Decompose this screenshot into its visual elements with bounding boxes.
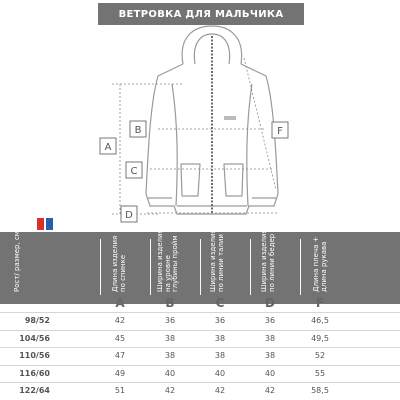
table-row bbox=[0, 365, 400, 383]
svg-text:D: D bbox=[125, 210, 133, 221]
column-header-c: Ширина изделия по линии талии bbox=[209, 229, 225, 292]
table-body bbox=[0, 312, 400, 400]
size-cell: 104/56 bbox=[19, 333, 50, 343]
value-cell-f: 46,5 bbox=[311, 316, 329, 325]
label-d-marker bbox=[121, 206, 137, 222]
column-letter-f: F bbox=[315, 296, 325, 310]
value-cell-f: 55 bbox=[314, 368, 326, 378]
value-cell-c: 38 bbox=[214, 351, 226, 360]
value-cell-d: 36 bbox=[264, 316, 276, 325]
column-header-d: Ширина изделия по линии бедер bbox=[260, 229, 276, 292]
page-title: ВЕТРОВКА ДЛЯ МАЛЬЧИКА bbox=[98, 3, 304, 25]
size-cell: 122/64 bbox=[19, 386, 50, 395]
value-cell-c: 42 bbox=[214, 386, 226, 395]
value-cell-b: 42 bbox=[164, 386, 176, 395]
value-cell-d: 38 bbox=[264, 333, 276, 343]
svg-text:A: A bbox=[104, 142, 112, 153]
size-cell: 116/60 bbox=[19, 368, 50, 378]
label-a-marker bbox=[100, 138, 116, 154]
column-letter-b: B bbox=[165, 296, 175, 310]
size-column-header: Рост/ размер, см bbox=[13, 230, 21, 292]
column-header-b: Ширина изделия на уровне глубины пройм bbox=[156, 229, 180, 292]
column-divider bbox=[100, 239, 101, 295]
table-row bbox=[0, 330, 400, 348]
value-cell-a: 45 bbox=[114, 333, 126, 343]
value-cell-d: 38 bbox=[264, 351, 276, 360]
label-f-marker bbox=[272, 122, 288, 138]
value-cell-c: 40 bbox=[214, 368, 226, 378]
column-letter-c: C bbox=[215, 296, 225, 310]
column-divider bbox=[250, 239, 251, 295]
column-letters bbox=[0, 296, 400, 310]
value-cell-f: 49,5 bbox=[311, 333, 329, 343]
svg-text:B: B bbox=[134, 125, 142, 136]
size-cell: 110/56 bbox=[19, 351, 50, 360]
size-table bbox=[0, 229, 400, 400]
column-header-a: Длина изделия по спинке bbox=[111, 235, 127, 292]
value-cell-b: 38 bbox=[164, 333, 176, 343]
value-cell-b: 38 bbox=[164, 351, 176, 360]
column-letter-d: D bbox=[265, 296, 275, 310]
brand-logo-icon bbox=[37, 218, 53, 230]
value-cell-a: 47 bbox=[114, 351, 126, 360]
column-divider bbox=[200, 239, 201, 295]
value-cell-a: 51 bbox=[114, 386, 126, 395]
value-cell-b: 36 bbox=[164, 316, 176, 325]
label-c-marker bbox=[126, 162, 142, 178]
column-header-f: Длина плеча + длина рукава bbox=[312, 236, 328, 292]
column-letter-a: A bbox=[115, 296, 125, 310]
column-divider bbox=[300, 239, 301, 295]
table-row bbox=[0, 347, 400, 365]
jacket-diagram bbox=[0, 24, 400, 234]
value-cell-a: 42 bbox=[114, 316, 126, 325]
value-cell-d: 42 bbox=[264, 386, 276, 395]
label-b-marker bbox=[130, 121, 146, 137]
column-divider bbox=[150, 239, 151, 295]
value-cell-c: 36 bbox=[214, 316, 226, 325]
value-cell-b: 40 bbox=[164, 368, 176, 378]
svg-text:F: F bbox=[277, 126, 283, 137]
value-cell-f: 58,5 bbox=[311, 386, 329, 395]
svg-text:C: C bbox=[130, 166, 138, 177]
value-cell-d: 40 bbox=[264, 368, 276, 378]
table-row bbox=[0, 312, 400, 330]
table-row bbox=[0, 382, 400, 400]
value-cell-c: 38 bbox=[214, 333, 226, 343]
value-cell-f: 52 bbox=[314, 351, 326, 360]
value-cell-a: 49 bbox=[114, 368, 126, 378]
size-cell: 98/52 bbox=[24, 316, 50, 325]
